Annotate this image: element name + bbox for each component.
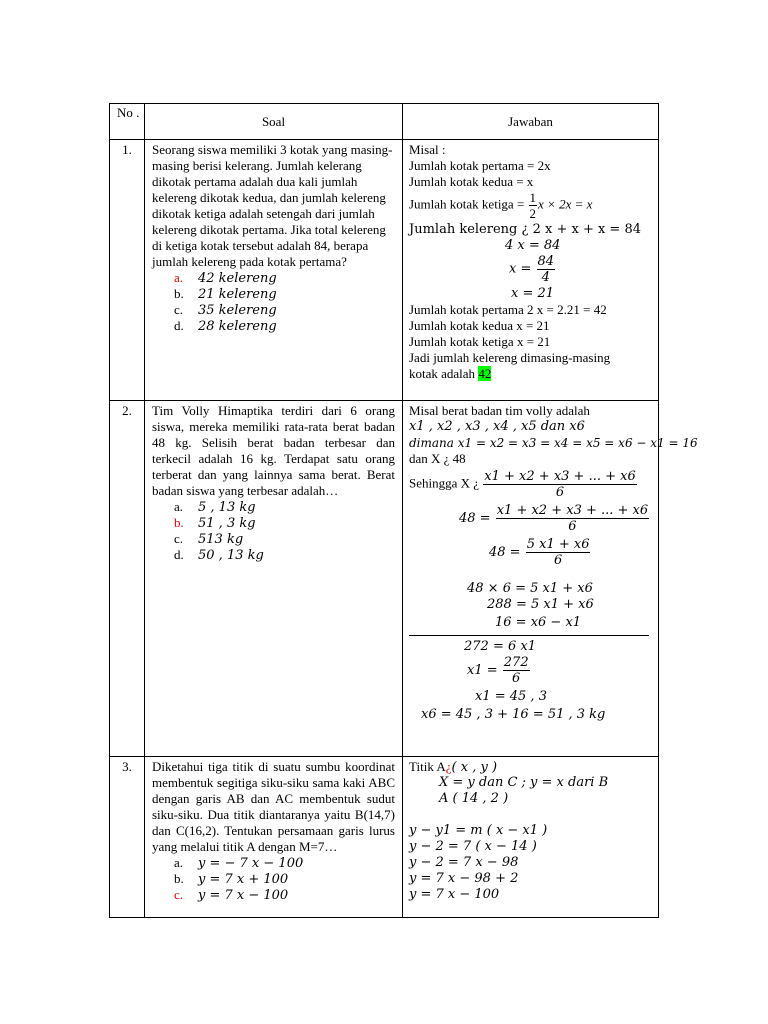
answer-text: x × 2x = x (538, 196, 593, 212)
answer-line: Jumlah kotak pertama = 2x (409, 158, 551, 173)
question-answer-table (109, 103, 698, 918)
answer-line (409, 190, 658, 222)
option-text: 513 kg (198, 532, 244, 547)
fraction (537, 254, 556, 285)
option-letter: c. (174, 302, 184, 317)
answer-line: Jumlah kelereng ¿ 2 x + x + x = 84 (409, 222, 641, 237)
question-text: Diketahui tiga titik di suatu sumbu koordinat membentuk segitiga siku-siku sama kaki ABC dengan garis AB dan AC membentuk sudut siku-siku. Dua titik diantaranya yaitu B(14,7) dan C(16,2). Tentukan persamaan garis lurus yang melalui titik A dengan M=7… (152, 759, 395, 854)
answer-spacer (409, 807, 658, 823)
option-text: 35 kelereng (198, 303, 277, 318)
answer-line (409, 655, 658, 689)
answer-line: y − 2 = 7 x − 98 (409, 855, 519, 870)
fraction-denominator: 2 (529, 206, 537, 221)
fraction-numerator: x1 + x2 + x3 + ... + x6 (484, 469, 636, 484)
option-text: 51 , 3 kg (198, 516, 256, 531)
table-header-row (110, 104, 659, 140)
option-text: 50 , 13 kg (198, 548, 264, 563)
answer-text: ( x , y ) (451, 760, 498, 775)
option-text: 28 kelereng (198, 319, 277, 334)
option-text: 21 kelereng (198, 287, 277, 302)
answer-cell (403, 401, 698, 757)
option-letter: d. (174, 318, 184, 333)
fraction-denominator: 6 (568, 519, 577, 534)
table-row (110, 401, 659, 757)
answer-line: 48 × 6 = 5 x1 + x6 (467, 581, 593, 596)
answer-line: x6 = 45 , 3 + 16 = 51 , 3 kg (421, 707, 606, 722)
option-item (152, 270, 395, 286)
option-letter: a. (174, 499, 184, 514)
fraction (503, 655, 530, 686)
fraction-denominator: 6 (553, 553, 563, 568)
answer-line: dan X ¿ 48 (409, 451, 466, 466)
answer-text: kotak adalah (409, 366, 479, 381)
answer-text: Titik A (409, 759, 446, 774)
answer-text: Jumlah kotak ketiga = (409, 196, 528, 212)
answer-line: Jumlah kotak kedua x = 21 (409, 318, 550, 333)
option-letter: a. (174, 855, 184, 870)
option-item (152, 855, 395, 871)
question-cell (145, 757, 403, 918)
question-cell (145, 401, 403, 757)
answer-line (409, 254, 658, 286)
option-letter: b. (174, 871, 184, 886)
fraction (496, 503, 649, 534)
answer-line: Jumlah kotak pertama 2 x = 2.21 = 42 (409, 302, 607, 317)
fraction-denominator: 6 (555, 485, 565, 500)
option-item (152, 515, 395, 531)
table-row (110, 757, 659, 918)
answer-line: Jumlah kotak ketiga x = 21 (409, 334, 551, 349)
option-letter: a. (174, 270, 184, 285)
option-item (152, 286, 395, 302)
answer-text: Sehingga X ¿ (409, 475, 480, 491)
answer-line: 16 = x6 − x1 (495, 615, 582, 630)
answer-line (409, 537, 658, 571)
answer-cell (403, 757, 659, 918)
answer-text: 48 = (459, 511, 491, 526)
answer-cell (403, 140, 659, 401)
answer-text: x1 = (467, 663, 498, 678)
answer-line: Misal berat badan tim volly adalah (409, 403, 590, 418)
option-item (152, 871, 395, 887)
answer-line: Misal : (409, 142, 446, 157)
answer-line: x = 21 (511, 286, 555, 301)
options-list (152, 855, 395, 903)
highlighted-answer: 42 (478, 366, 492, 381)
answer-line: X = y dan C ; y = x dari B (439, 775, 609, 790)
answer-line: y = 7 x − 98 + 2 (409, 871, 519, 886)
answer-line (409, 759, 658, 775)
answer-line: Jumlah kotak kedua = x (409, 174, 534, 189)
answer-line: dimana x1 = x2 = x3 = x4 = x5 = x6 − x1 = 16 (409, 436, 698, 450)
answer-line (409, 503, 658, 537)
question-text: Tim Volly Himaptika terdiri dari 6 orang siswa, mereka memiliki rata-rata berat badan 48 kg. Selisih berat badan terbesar dan terkecil adalah 16 kg. Terdapat satu orang terberat dan yang lainnya sama berat. Berat badan siswa yang terbesar adalah… (152, 403, 395, 498)
table-row (110, 140, 659, 401)
row-number: 3. (110, 757, 145, 918)
option-text: 5 , 13 kg (198, 500, 256, 515)
answer-line (409, 469, 658, 503)
fraction (529, 190, 538, 221)
options-list (152, 270, 395, 334)
answer-line: y − y1 = m ( x − x1 ) (409, 823, 548, 838)
fraction-numerator: 272 (503, 655, 529, 670)
fraction-denominator: 6 (512, 671, 521, 686)
option-item (152, 499, 395, 515)
answer-line: 4 x = 84 (505, 238, 561, 253)
answer-line (409, 366, 658, 382)
option-item (152, 531, 395, 547)
header-no: No . (110, 104, 145, 140)
row-number: 1. (110, 140, 145, 401)
fraction-numerator: 5 x1 + x6 (526, 537, 590, 552)
sum-divider (409, 635, 649, 636)
answer-text: ¿ (445, 759, 452, 774)
option-item (152, 302, 395, 318)
answer-line: y = 7 x − 100 (409, 887, 500, 902)
option-item (152, 318, 395, 334)
answer-line: 272 = 6 x1 (464, 639, 536, 654)
answer-line: x1 = 45 , 3 (475, 689, 547, 704)
header-jawaban: Jawaban (403, 104, 659, 140)
option-item (152, 547, 395, 563)
question-text: Seorang siswa memiliki 3 kotak yang masing-masing berisi kelerang. Jumlah kelerang dikotak pertama adalah dua kali jumlah kelereng dikotak kedua, dan jumlah kelereng dikotak ketiga adalah setengah dari jumlah kelereng dikotak pertama. Jika total kelereng di ketiga kotak tersebut adalah 84, berapa jumlah kelereng pada kotak pertama? (152, 142, 393, 269)
answer-line: y − 2 = 7 ( x − 14 ) (409, 839, 537, 854)
fraction-denominator: 4 (541, 270, 550, 285)
answer-line: A ( 14 , 2 ) (439, 791, 509, 806)
question-cell (145, 140, 403, 401)
answer-text: 48 = (489, 545, 521, 560)
fraction (483, 469, 636, 500)
answer-line: Jadi jumlah kelereng dimasing-masing (409, 350, 611, 365)
option-text: y = 7 x − 100 (198, 888, 289, 903)
option-letter: d. (174, 547, 184, 562)
answer-text: x = (509, 261, 536, 277)
answer-line: 288 = 5 x1 + x6 (487, 597, 594, 612)
fraction-numerator: 1 (529, 190, 537, 205)
option-item (152, 887, 395, 903)
fraction-numerator: 84 (537, 254, 555, 269)
option-letter: c. (174, 531, 184, 546)
option-letter: c. (174, 887, 184, 902)
fraction (526, 537, 591, 568)
option-text: y = − 7 x − 100 (198, 856, 304, 871)
option-text: 42 kelereng (198, 271, 277, 286)
row-number: 2. (110, 401, 145, 757)
options-list (152, 499, 395, 563)
option-text: y = 7 x + 100 (198, 872, 289, 887)
header-soal: Soal (145, 104, 403, 140)
fraction-numerator: x1 + x2 + x3 + ... + x6 (496, 503, 649, 518)
answer-line: x1 , x2 , x3 , x4 , x5 dan x6 (409, 419, 585, 434)
option-letter: b. (174, 286, 184, 301)
option-letter: b. (174, 515, 184, 530)
